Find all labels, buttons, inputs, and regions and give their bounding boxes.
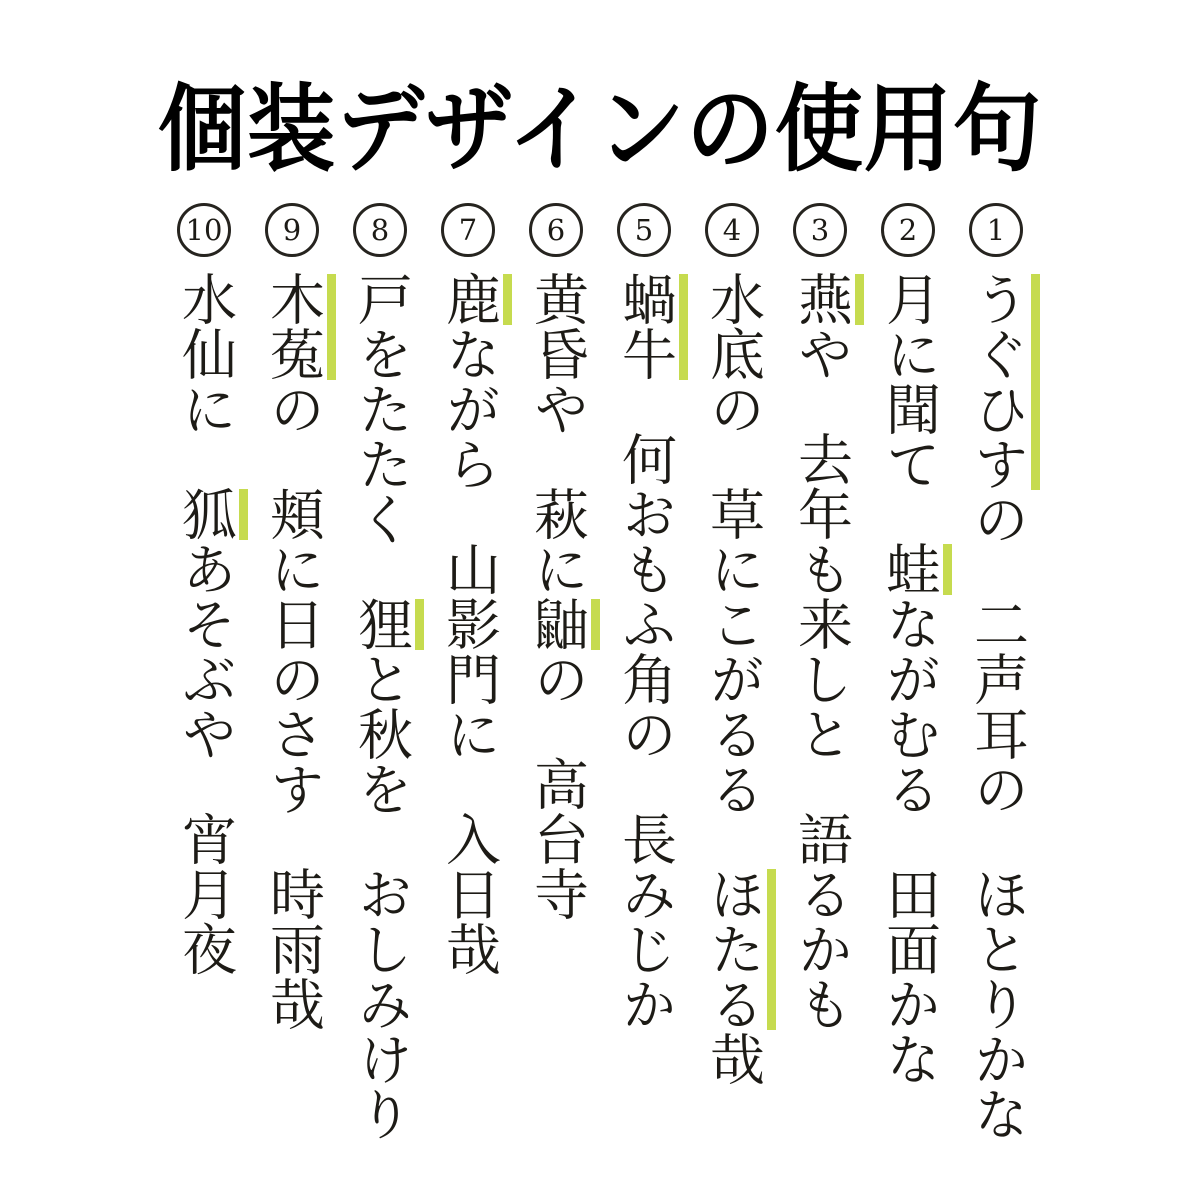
- haiku-column-2: [876, 203, 941, 1176]
- circled-number: 9: [265, 203, 319, 257]
- haiku-columns: [0, 203, 1200, 1176]
- haiku-phrase: [348, 865, 413, 1141]
- haiku-phrase: [612, 430, 677, 761]
- haiku-segment: 山影門に: [436, 540, 501, 761]
- haiku-phrase: [524, 270, 589, 436]
- haiku-segment: 高台寺: [524, 755, 589, 921]
- haiku-segment: 水仙に: [172, 270, 237, 436]
- haiku-phrase: [436, 540, 501, 761]
- haiku-segment: 二声耳の: [964, 595, 1029, 816]
- haiku-phrase: [612, 270, 677, 381]
- circled-number: 8: [353, 203, 407, 257]
- haiku-column-8: [348, 203, 413, 1176]
- haiku-segment: 時雨哉: [260, 865, 325, 1031]
- haiku-phrase: [788, 430, 853, 761]
- haiku-segment: 戸をたたく: [348, 270, 413, 546]
- circled-number: 7: [441, 203, 495, 257]
- circled-number: 6: [529, 203, 583, 257]
- haiku-segment: の: [524, 650, 589, 706]
- haiku-segment: 何おもふ角の: [612, 430, 677, 761]
- haiku-segment: おしみけり: [348, 865, 413, 1141]
- haiku-phrase: [700, 270, 765, 436]
- highlighted-word: 蛙: [876, 540, 941, 596]
- haiku-phrase: [172, 810, 237, 976]
- haiku-text: [436, 270, 501, 1176]
- haiku-column-1: [964, 203, 1029, 1176]
- circled-number: 4: [705, 203, 759, 257]
- haiku-segment: の: [260, 380, 325, 436]
- haiku-text: [612, 270, 677, 1176]
- haiku-phrase: [964, 270, 1029, 546]
- haiku-phrase: [876, 540, 941, 816]
- highlighted-word: 鹿: [436, 270, 501, 326]
- circled-number: 1: [969, 203, 1023, 257]
- highlighted-word: 狐: [172, 485, 237, 541]
- haiku-segment: 語るかも: [788, 810, 853, 1031]
- haiku-segment: あそぶや: [172, 540, 237, 761]
- haiku-column-3: [788, 203, 853, 1176]
- haiku-segment: や: [788, 325, 853, 381]
- haiku-phrase: [788, 270, 853, 381]
- haiku-phrase: [348, 270, 413, 546]
- highlighted-word: 狸: [348, 595, 413, 651]
- haiku-phrase: [964, 595, 1029, 816]
- haiku-text: [700, 270, 765, 1176]
- circled-number: 5: [617, 203, 671, 257]
- haiku-segment: 入日哉: [436, 810, 501, 976]
- haiku-phrase: [172, 270, 237, 436]
- highlighted-word: 蝸牛: [612, 270, 677, 381]
- haiku-phrase: [436, 810, 501, 976]
- haiku-phrase: [524, 485, 589, 706]
- haiku-column-5: [612, 203, 677, 1176]
- haiku-phrase: [348, 595, 413, 816]
- haiku-phrase: [436, 270, 501, 491]
- haiku-text: [172, 270, 237, 1176]
- haiku-text: [260, 270, 325, 1176]
- haiku-segment: の: [964, 490, 1029, 546]
- circled-number: 3: [793, 203, 847, 257]
- circled-number: 10: [177, 203, 231, 257]
- haiku-column-6: [524, 203, 589, 1176]
- haiku-text: [964, 270, 1029, 1176]
- haiku-phrase: [260, 865, 325, 1031]
- haiku-column-4: [700, 203, 765, 1176]
- haiku-segment: 田面かな: [876, 865, 941, 1086]
- haiku-column-10: [172, 203, 237, 1176]
- haiku-segment: 水底の: [700, 270, 765, 436]
- haiku-phrase: [700, 865, 765, 1086]
- highlighted-word: 燕: [788, 270, 853, 326]
- haiku-segment: 黄昏や: [524, 270, 589, 436]
- haiku-phrase: [260, 485, 325, 816]
- haiku-phrase: [524, 755, 589, 921]
- highlighted-word: 鼬: [524, 595, 589, 651]
- haiku-segment: 長みじか: [612, 810, 677, 1031]
- haiku-segment: ながら: [436, 325, 501, 491]
- haiku-column-9: [260, 203, 325, 1176]
- haiku-text: [348, 270, 413, 1176]
- haiku-phrase: [172, 485, 237, 761]
- highlighted-word: ほたる: [700, 865, 765, 1031]
- haiku-phrase: [964, 865, 1029, 1141]
- circled-number: 2: [881, 203, 935, 257]
- haiku-segment: 萩に: [524, 485, 589, 596]
- haiku-phrase: [612, 810, 677, 1031]
- haiku-column-7: [436, 203, 501, 1176]
- haiku-segment: 宵月夜: [172, 810, 237, 976]
- haiku-text: [788, 270, 853, 1176]
- haiku-phrase: [788, 810, 853, 1031]
- haiku-segment: と秋を: [348, 650, 413, 816]
- haiku-segment: 草にこがるる: [700, 485, 765, 816]
- haiku-segment: ながむる: [876, 595, 941, 816]
- page-title: 個装デザインの使用句: [158, 73, 1042, 185]
- haiku-phrase: [260, 270, 325, 436]
- haiku-text: [524, 270, 589, 1176]
- haiku-segment: 頬に日のさす: [260, 485, 325, 816]
- highlighted-word: うぐひす: [964, 270, 1029, 491]
- highlighted-word: 木菟: [260, 270, 325, 381]
- haiku-phrase: [700, 485, 765, 816]
- haiku-segment: 去年も来しと: [788, 430, 853, 761]
- haiku-segment: ほとりかな: [964, 865, 1029, 1141]
- haiku-phrase: [876, 865, 941, 1086]
- haiku-phrase: [876, 270, 941, 491]
- haiku-segment: 月に聞て: [876, 270, 941, 491]
- haiku-text: [876, 270, 941, 1176]
- haiku-segment: 哉: [700, 1030, 765, 1086]
